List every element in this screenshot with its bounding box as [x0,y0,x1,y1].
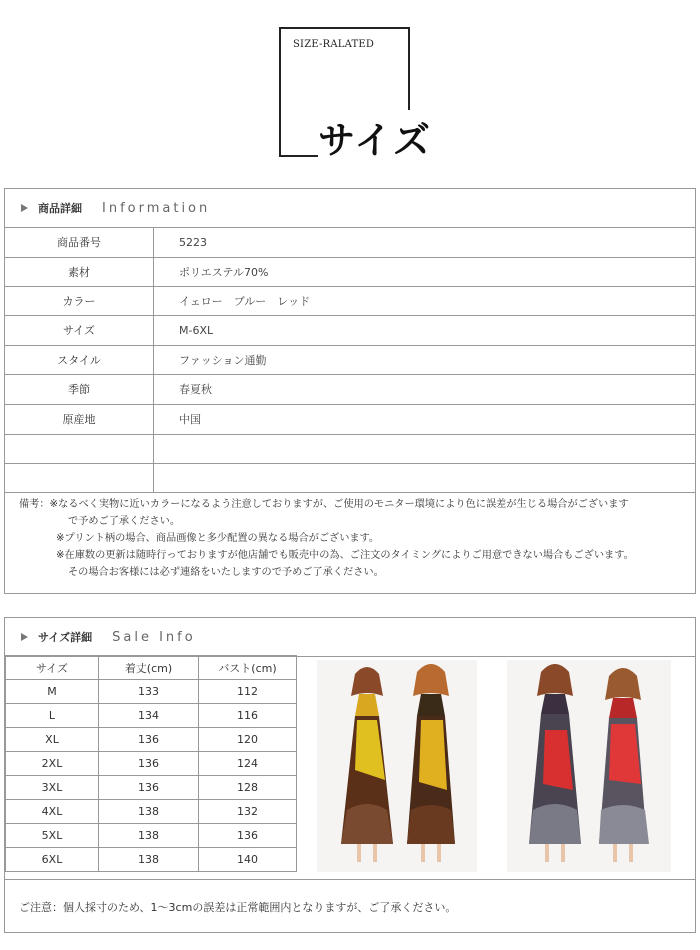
info-row [5,227,695,258]
size-cell: 3XL [6,776,99,800]
length-cell: 138 [99,848,199,872]
info-section [4,188,696,594]
info-row [5,404,695,435]
note-line: で予めご了承ください。 [68,516,181,527]
table-row [6,824,297,848]
info-value: ポリエステル70% [179,265,269,279]
info-row [5,315,695,346]
info-label [5,434,154,463]
length-cell: 136 [99,752,199,776]
info-value: 中国 [179,413,201,426]
notes [19,496,687,581]
info-row [5,345,695,375]
table-row [6,680,297,704]
size-cell: 6XL [6,848,99,872]
column-header: サイズ [6,656,99,680]
size-cell: XL [6,728,99,752]
info-title-en: Information [102,200,211,216]
info-label: スタイル [5,345,154,374]
table-row [6,800,297,824]
length-cell: 138 [99,824,199,848]
column-header: バスト(cm) [199,656,297,680]
table-row [6,704,297,728]
header-subtitle: SIZE-RALATED [293,39,375,50]
info-row [5,463,695,493]
size-cell: 5XL [6,824,99,848]
note-line: 備考：※なるべく実物に近いカラーになるよう注意しておりますが、ご使用のモニター環境により色に誤差が生じる場合がございます [19,499,629,510]
info-value: 5223 [179,235,207,249]
length-cell: 133 [99,680,199,704]
size-section [4,617,696,933]
note-line: ※在庫数の更新は随時行っておりますが他店舗でも販売中の為、ご注文のタイミングによりご用意できない場合もございます。 [56,550,634,561]
size-table [5,655,297,872]
info-label [5,463,154,492]
dress-illustration [317,660,477,872]
size-cell: 2XL [6,752,99,776]
info-label: 季節 [5,374,154,404]
table-row [6,752,297,776]
size-section-header [5,618,695,657]
bust-cell: 140 [199,848,297,872]
table-row [6,776,297,800]
table-row [6,848,297,872]
info-label: 原産地 [5,404,154,434]
size-footnote: ご注意：個人採寸のため、1～3cmの誤差は正常範囲内となりますが、ご了承ください。 [5,879,695,933]
info-value: M-6XL [179,323,214,337]
info-value: 春夏秋 [179,383,212,396]
bust-cell: 132 [199,800,297,824]
info-value: イェロー ブルー レッド [179,294,311,308]
size-title-jp: サイズ詳細 [38,631,93,644]
info-section-header [5,189,695,228]
bust-cell: 136 [199,824,297,848]
info-row [5,257,695,287]
length-cell: 136 [99,728,199,752]
length-cell: 136 [99,776,199,800]
table-row [6,728,297,752]
note-line: その場合お客様には必ず連絡をいたしますので予めご了承ください。 [68,567,384,578]
bust-cell: 120 [199,728,297,752]
column-header: 着丈(cm) [99,656,199,680]
bust-cell: 112 [199,680,297,704]
info-row [5,434,695,464]
size-cell: L [6,704,99,728]
note-line: ※プリント柄の場合、商品画像と多少配置の異なる場合がございます。 [56,533,380,544]
info-label: 商品番号 [5,227,154,257]
header-title: サイズ [318,110,436,164]
bust-cell: 124 [199,752,297,776]
length-cell: 134 [99,704,199,728]
yellow-dress-photo [317,660,477,872]
red-dress-photo [507,660,671,872]
length-cell: 138 [99,800,199,824]
info-title-jp: 商品詳細 [38,202,82,215]
info-row [5,286,695,316]
dress-illustration [507,660,671,872]
bust-cell: 128 [199,776,297,800]
info-row [5,374,695,405]
info-label: カラー [5,286,154,315]
info-label: 素材 [5,257,154,286]
triangle-icon [21,204,28,212]
bust-cell: 116 [199,704,297,728]
info-label: サイズ [5,315,154,345]
size-title-en: Sale Info [112,629,196,645]
info-value: ファッション通勤 [179,353,267,367]
triangle-icon [21,633,28,641]
size-table-header [6,656,297,680]
size-cell: M [6,680,99,704]
size-cell: 4XL [6,800,99,824]
